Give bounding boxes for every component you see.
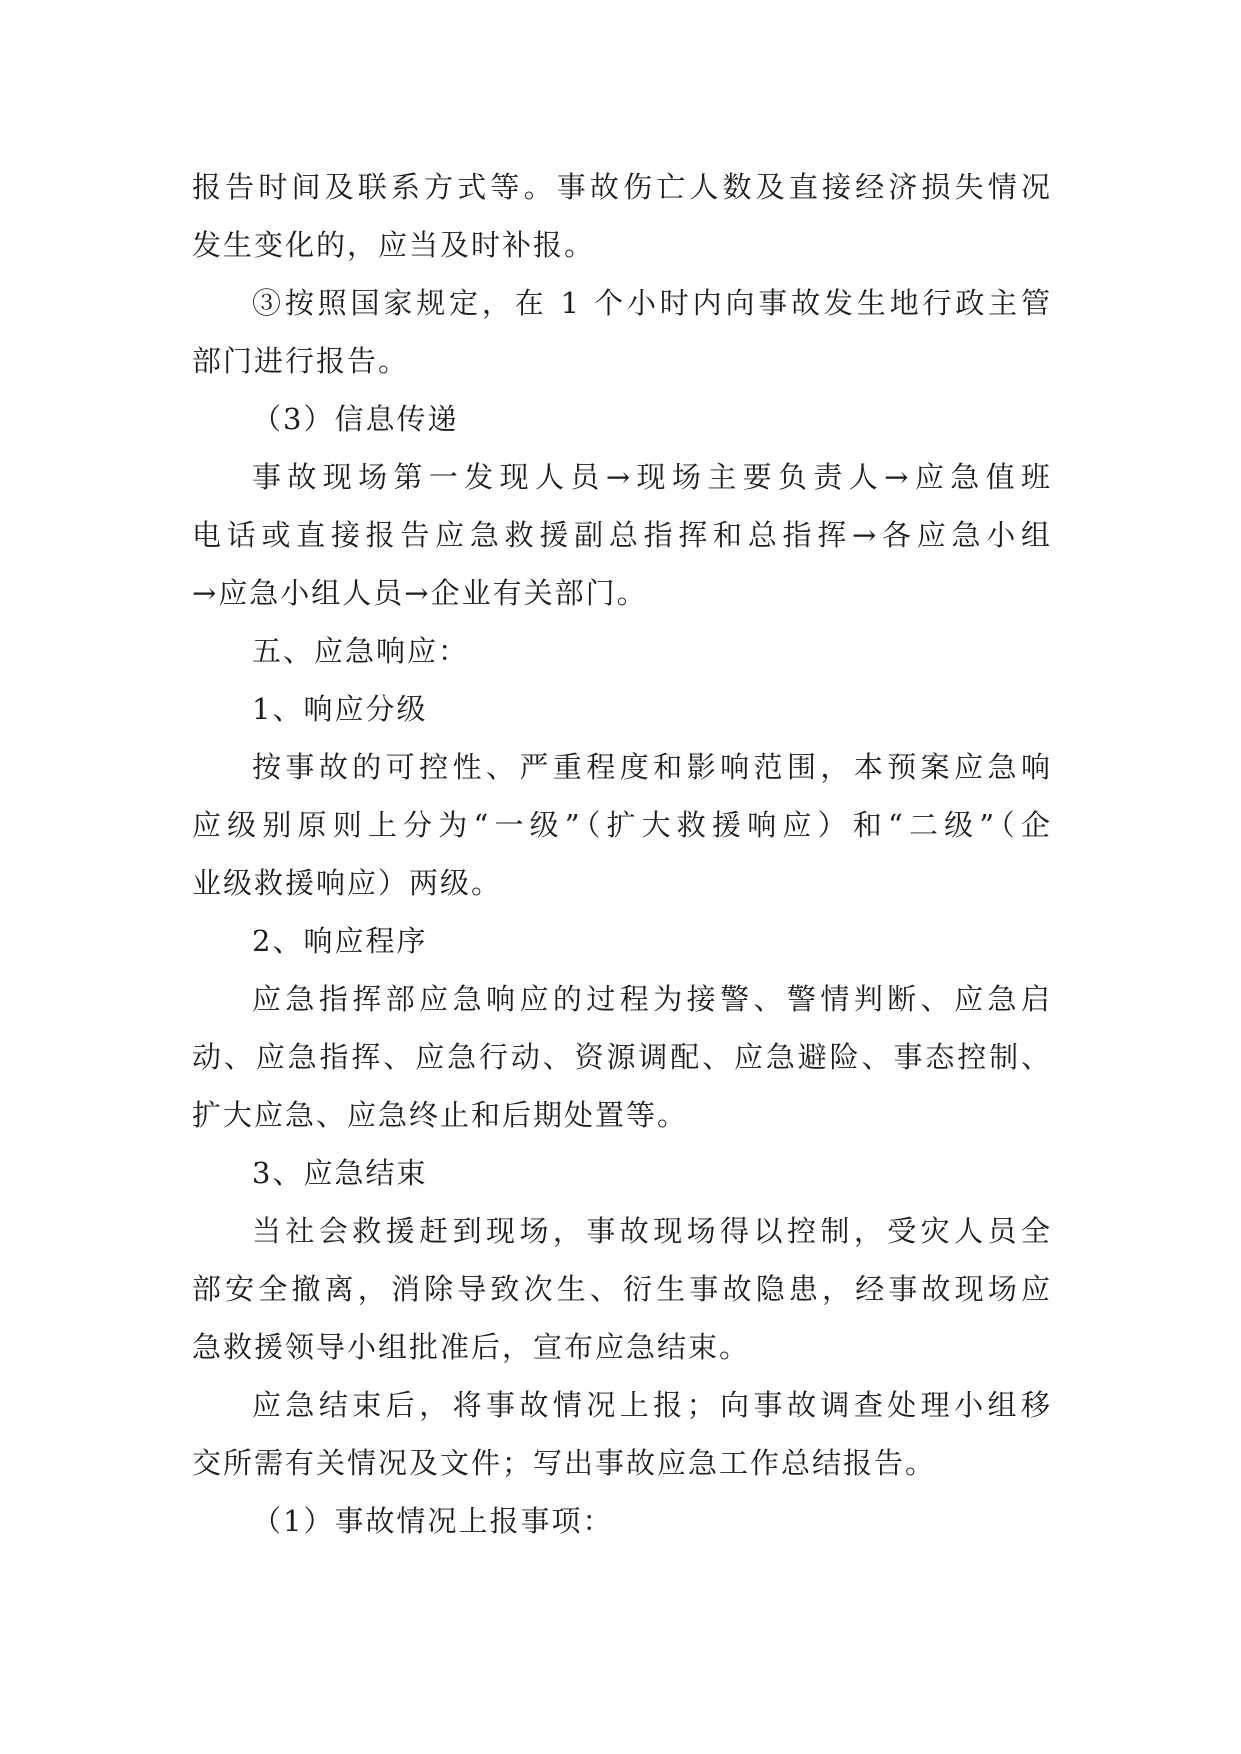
text-line: 电话或直接报告应急救援副总指挥和总指挥→各应急小组 — [192, 518, 1052, 552]
text-line: 按事故的可控性、严重程度和影响范围，本预案应急响 — [252, 750, 1052, 784]
section-heading: 3、应急结束 — [252, 1156, 428, 1190]
text-line: 当社会救援赶到现场，事故现场得以控制，受灾人员全 — [252, 1214, 1052, 1248]
section-heading: 1、响应分级 — [252, 692, 428, 726]
section-heading: （1）事故情况上报事项： — [252, 1504, 614, 1538]
text-line: 应急结束后，将事故情况上报；向事故调查处理小组移 — [252, 1388, 1052, 1422]
text-line: 急救援领导小组批准后，宣布应急结束。 — [192, 1330, 751, 1364]
text-line: 应急指挥部应急响应的过程为接警、警情判断、应急启 — [252, 982, 1052, 1016]
document-body — [192, 158, 1052, 1550]
text-line: 动、应急指挥、应急行动、资源调配、应急避险、事态控制、 — [192, 1040, 1052, 1074]
text-line: 事故现场第一发现人员→现场主要负责人→应急值班 — [252, 460, 1052, 494]
text-line: 业级救援响应）两级。 — [192, 866, 503, 900]
text-line: 扩大应急、应急终止和后期处置等。 — [192, 1098, 689, 1132]
section-heading: 2、响应程序 — [252, 924, 428, 958]
text-line: 报告时间及联系方式等。事故伤亡人数及直接经济损失情况 — [192, 170, 1052, 204]
text-line: ③按照国家规定，在 1 个小时内向事故发生地行政主管 — [252, 286, 1052, 320]
text-line: →应急小组人员→企业有关部门。 — [192, 576, 648, 610]
text-line: 应级别原则上分为“一级”（扩大救援响应）和“二级”（企 — [192, 808, 1052, 842]
section-heading: 五、应急响应： — [252, 634, 470, 668]
text-line: 发生变化的，应当及时补报。 — [192, 228, 596, 262]
text-line: 交所需有关情况及文件；写出事故应急工作总结报告。 — [192, 1446, 937, 1480]
section-heading: （3）信息传递 — [252, 402, 459, 436]
text-line: 部门进行报告。 — [192, 344, 410, 378]
text-line: 部安全撤离，消除导致次生、衍生事故隐患，经事故现场应 — [192, 1272, 1052, 1306]
